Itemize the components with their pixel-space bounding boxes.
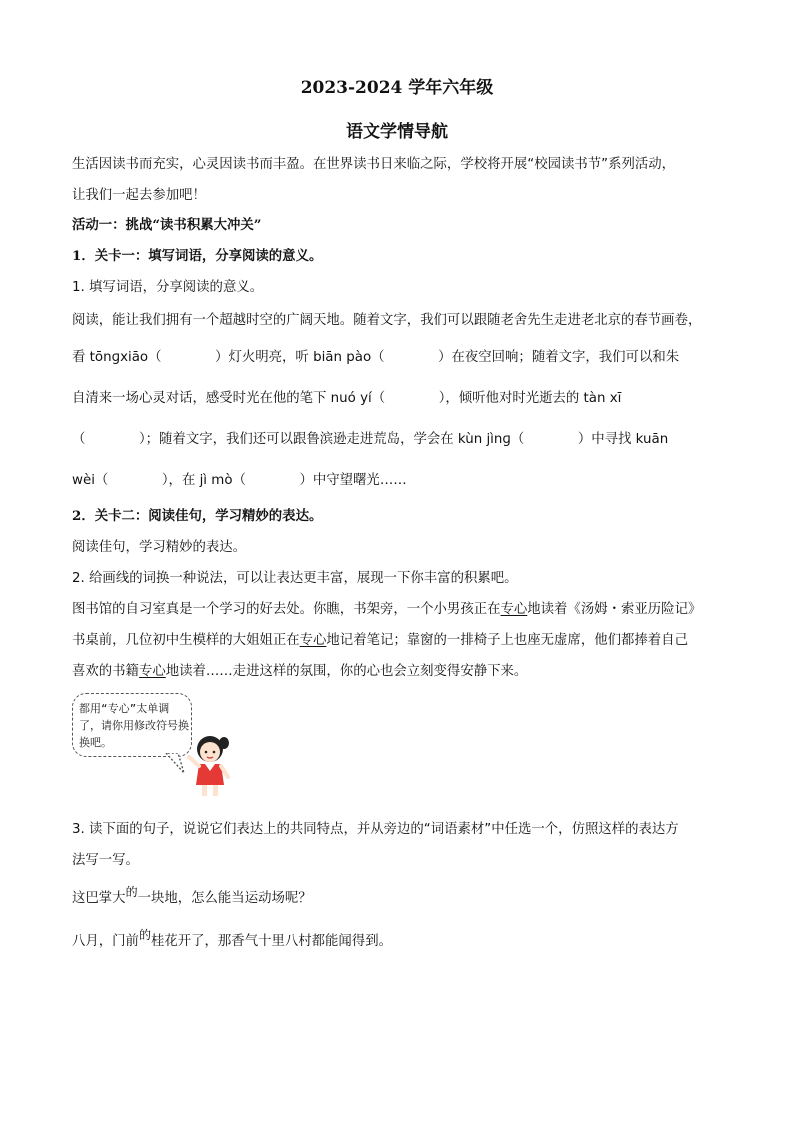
text-run: 地记着笔记；靠窗的一排椅子上也座无虚席，他们都捧着自己 bbox=[326, 633, 688, 648]
text-run: 喜欢的书籍 bbox=[72, 664, 139, 679]
text-run: 图书馆的自习室真是一个学习的好去处。你瞧，书架旁，一个小男孩正在 bbox=[72, 602, 501, 617]
underlined-word: 专心 bbox=[138, 664, 166, 679]
question-1-line-4: （ ）；随着文字，我们还可以跟鲁滨逊走进荒岛，学会在 kùn jìnɡ（ ）中寻找 kuān bbox=[72, 432, 669, 447]
intro-line-2: 让我们一起去参加吧！ bbox=[72, 188, 206, 203]
question-1-label: 1. 填写词语，分享阅读的意义。 bbox=[72, 280, 264, 295]
text-run: 八月，门前 bbox=[72, 934, 139, 949]
text-run: 这巴掌大 bbox=[72, 891, 126, 906]
question-2-paragraph-line-2 bbox=[72, 629, 688, 648]
activity-heading: 活动一：挑战“读书积累大冲关” bbox=[72, 217, 262, 233]
girl-teacher-icon bbox=[186, 733, 234, 799]
question-3-label-line-2: 法写一写。 bbox=[72, 853, 139, 868]
question-1-line-3: 自清来一场心灵对话，感受时光在他的笔下 nuó yí（ ），倾听他对时光逝去的 tàn xī bbox=[72, 391, 622, 406]
text-run: 桂花开了，那香气十里八村都能闻得到。 bbox=[150, 934, 392, 949]
underlined-word: 专心 bbox=[500, 602, 528, 617]
document-subtitle: 语文学情导航 bbox=[346, 122, 448, 142]
teacher-hint-illustration bbox=[72, 693, 234, 798]
question-3-label-line-1: 3. 读下面的句子，说说它们表达上的共同特点，并从旁边的“词语素材”中任选一个，仿照这样的表达方 bbox=[72, 822, 679, 837]
level-2-subheading: 阅读佳句，学习精妙的表达。 bbox=[72, 540, 247, 555]
intro-line-1: 生活因读书而充实，心灵因读书而丰盈。在世界读书日来临之际，学校将开展“校园读书节”系列活动， bbox=[72, 157, 676, 172]
speech-bubble bbox=[72, 693, 192, 757]
question-1-line-5: wèi（ ），在 jì mò（ ）中守望曙光…… bbox=[72, 473, 407, 488]
question-1-line-1: 阅读，能让我们拥有一个超越时空的广阔天地。随着文字，我们可以跟随老舍先生走进老北京的春节画卷， bbox=[72, 313, 702, 328]
question-2-paragraph-line-1 bbox=[72, 598, 701, 617]
raised-particle: 的 bbox=[125, 885, 138, 899]
raised-particle: 的 bbox=[138, 928, 151, 942]
example-sentence-1 bbox=[72, 887, 312, 906]
example-sentence-2 bbox=[72, 930, 392, 949]
underlined-word: 专心 bbox=[299, 633, 327, 648]
question-1-line-2: 看 tōnɡxiāo（ ）灯火明亮，听 biān pào（ ）在夜空回响；随着文字，我们可以和朱 bbox=[72, 350, 680, 365]
document-title: 2023-2024 学年六年级 bbox=[300, 78, 494, 98]
text-run: 地读着《汤姆・索亚历险记》 bbox=[527, 602, 702, 617]
speech-bubble-text: 都用“专心”太单调了，请你用修改符号换换吧。 bbox=[79, 702, 189, 749]
text-run: 地读着……走进这样的氛围，你的心也会立刻变得安静下来。 bbox=[165, 664, 528, 679]
text-run: 书桌前，几位初中生模样的大姐姐正在 bbox=[72, 633, 300, 648]
level-1-heading: 1．关卡一：填写词语，分享阅读的意义。 bbox=[72, 248, 323, 264]
level-2-heading: 2．关卡二：阅读佳句，学习精妙的表达。 bbox=[72, 508, 323, 524]
question-2-label: 2. 给画线的词换一种说法，可以让表达更丰富，展现一下你丰富的积累吧。 bbox=[72, 571, 518, 586]
speech-bubble-tail bbox=[164, 753, 188, 775]
question-2-paragraph-line-3 bbox=[72, 660, 527, 679]
text-run: 一块地，怎么能当运动场呢？ bbox=[137, 891, 312, 906]
